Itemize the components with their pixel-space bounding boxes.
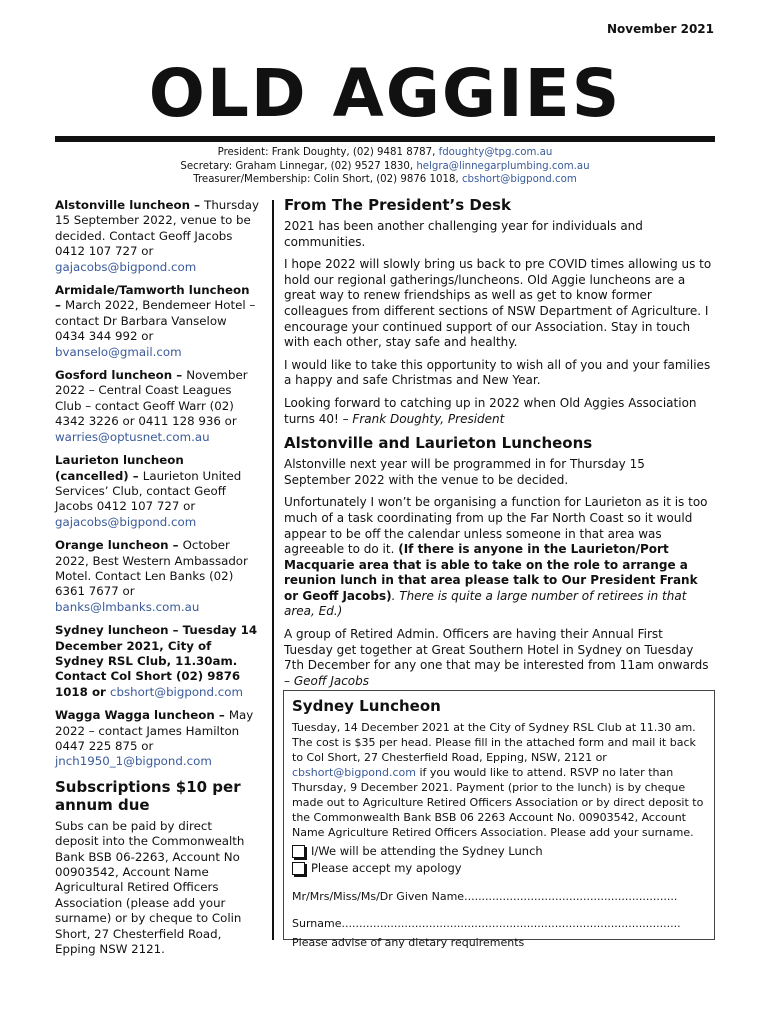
- subscriptions-heading: Subscriptions $10 per annum due: [55, 777, 241, 814]
- president-desk-p3: I would like to take this opportunity to wish all of you and your families a happy and safe Christmas and New Year.: [284, 357, 711, 388]
- laurieton-entry: Laurieton luncheon (cancelled) – Laurieton United Services’ Club, contact Geoff Jacobs 0412 107 727 or gajacobs@bigpond.com: [55, 453, 242, 529]
- wagga-email-link[interactable]: jnch1950_1@bigpond.com: [55, 754, 212, 769]
- sydney-entry: Sydney luncheon – Tuesday 14 December 2021, City of Sydney RSL Club, 11.30am. Contact Col Short (02) 9876 1018 or cbshort@bigpond.com: [55, 623, 258, 699]
- officers-block: [0, 146, 770, 187]
- surname-field[interactable]: Surname.................................................................................................: [292, 917, 681, 930]
- apology-checkbox[interactable]: [292, 862, 305, 875]
- masthead-title: OLD AGGIES: [148, 55, 622, 132]
- attending-option[interactable]: I/We will be attending the Sydney Lunch: [292, 843, 706, 860]
- sydney-luncheon-text: Tuesday, 14 December 2021 at the City of Sydney RSL Club at 11.30 am. The cost is $35 per head. Please fill in the attached form and mail it back to Col Short, 27 Chesterfield Road, Epping, NSW, 2121 or cbshort@bigpond.com if you would like to attend. RSVP no later than Thursday, 9 December 2021. Payment (prior to the lunch) is by cheque made out to Agriculture Retired Officers Association or by direct deposit to the Commonwealth Bank BSB 06 2263 Account No. 00903542, Account Name Agriculture Retired Officers Association. Please add your surname.: [292, 721, 704, 839]
- gosford-entry: Gosford luncheon – November 2022 – Central Coast Leagues Club – contact Geoff Warr (02) 4342 3226 or 0411 128 936 or warries@optusnet.com.au: [55, 368, 248, 444]
- wagga-entry: Wagga Wagga luncheon – May 2022 – contact James Hamilton 0447 225 875 or jnch1950_1@bigpond.com: [55, 708, 254, 769]
- luncheons-p2: Unfortunately I won’t be organising a function for Laurieton as it is too much of a task coordinating from up the Far North Coast so it would appear to be off the calendar unless someone in that area was agreeable to do it. (If there is anyone in the Laurieton/Port Macquarie area that is able to take on the role to arrange a reunion lunch in that area please talk to Our President Frank or Geoff Jacobs). There is quite a large number of retirees in that area, Ed.): [284, 495, 708, 619]
- laurieton-email-link[interactable]: gajacobs@bigpond.com: [55, 514, 197, 529]
- luncheons-p3: A group of Retired Admin. Officers are having their Annual First Tuesday get together at Great Southern Hotel in Sydney on Tuesday 7th December for any one that may be interested from 11am onwards – Geoff Jacobs: [284, 627, 709, 688]
- secretary-email-link[interactable]: helgra@linnegarplumbing.com.au: [416, 160, 590, 172]
- sydney-luncheon-heading: Sydney Luncheon: [292, 697, 441, 715]
- armidale-email-link[interactable]: bvanselo@gmail.com: [55, 344, 182, 359]
- president-desk-p2: I hope 2022 will slowly bring us back to pre COVID times allowing us to hold our regional gatherings/luncheons. Old Aggie luncheons are a great way to renew friendships as well as get to know former colleagues from different sections of NSW Department of Agriculture. I encourage your continued support of our Association. Stay in touch with each other, stay safe and healthy.: [284, 257, 712, 350]
- sydney-luncheon-form: [283, 690, 715, 949]
- secretary-line: Secretary: Graham Linnegar, (02) 9527 1830, helgra@linnegarplumbing.com.au: [180, 160, 590, 172]
- president-email-link[interactable]: fdoughty@tpg.com.au: [438, 147, 553, 158]
- column-divider: [272, 200, 274, 940]
- president-desk-heading: From The President’s Desk: [284, 196, 511, 214]
- treasurer-email-link[interactable]: cbshort@bigpond.com: [461, 174, 577, 185]
- orange-email-link[interactable]: banks@lmbanks.com.au: [55, 599, 200, 614]
- given-name-field[interactable]: Mr/Mrs/Miss/Ms/Dr Given Name.............................................................: [292, 890, 678, 903]
- president-desk-p1: 2021 has been another challenging year for individuals and communities.: [284, 219, 643, 249]
- president-signature: Frank Doughty, President: [352, 411, 505, 426]
- left-column: [55, 198, 259, 957]
- header-rule: [55, 136, 715, 142]
- luncheons-signature: – Geoff Jacobs: [284, 673, 370, 688]
- president-desk-p4: Looking forward to catching up in 2022 when Old Aggies Association turns 40! – Frank Doughty, President: [284, 395, 697, 426]
- orange-entry: Orange luncheon – October 2022, Best Western Ambassador Motel. Contact Len Banks (02) 6361 7677 or banks@lmbanks.com.au: [55, 538, 248, 614]
- subscriptions-text: Subs can be paid by direct deposit into the Commonwealth Bank BSB 06-2263, Account No 00903542, Account Name Agricultural Retired Officers Association (please add your surname) or by cheque to Colin Short, 27 Chesterfield Road, Epping NSW 2121.: [55, 818, 245, 957]
- attending-checkbox[interactable]: [292, 845, 305, 858]
- sydney-box-email-link[interactable]: cbshort@bigpond.com: [292, 766, 416, 779]
- apology-option[interactable]: Please accept my apology: [292, 860, 706, 877]
- luncheons-heading: Alstonville and Laurieton Luncheons: [284, 434, 593, 453]
- gosford-email-link[interactable]: warries@optusnet.com.au: [55, 429, 210, 444]
- president-line: President: Frank Doughty, (02) 9481 8787, fdoughty@tpg.com.au: [217, 147, 553, 158]
- alstonville-email-link[interactable]: gajacobs@bigpond.com: [55, 259, 197, 274]
- dietary-requirements-field[interactable]: Please advise of any dietary requirements: [292, 936, 525, 949]
- sydney-email-link[interactable]: cbshort@bigpond.com: [109, 684, 243, 699]
- alstonville-entry: Alstonville luncheon – Thursday 15 September 2022, venue to be decided. Contact Geoff Jacobs 0412 107 727 or gajacobs@bigpond.com: [55, 198, 259, 274]
- right-column: [284, 196, 714, 696]
- issue-date: November 2021: [607, 22, 714, 36]
- luncheons-p1: Alstonville next year will be programmed in for Thursday 15 September 2022 with the venue to be decided.: [284, 457, 645, 487]
- treasurer-line: Treasurer/Membership: Colin Short, (02) 9876 1018, cbshort@bigpond.com: [193, 174, 577, 185]
- armidale-entry: Armidale/Tamworth luncheon – March 2022, Bendemeer Hotel – contact Dr Barbara Vanselow 0434 344 992 or bvanselo@gmail.com: [55, 283, 256, 359]
